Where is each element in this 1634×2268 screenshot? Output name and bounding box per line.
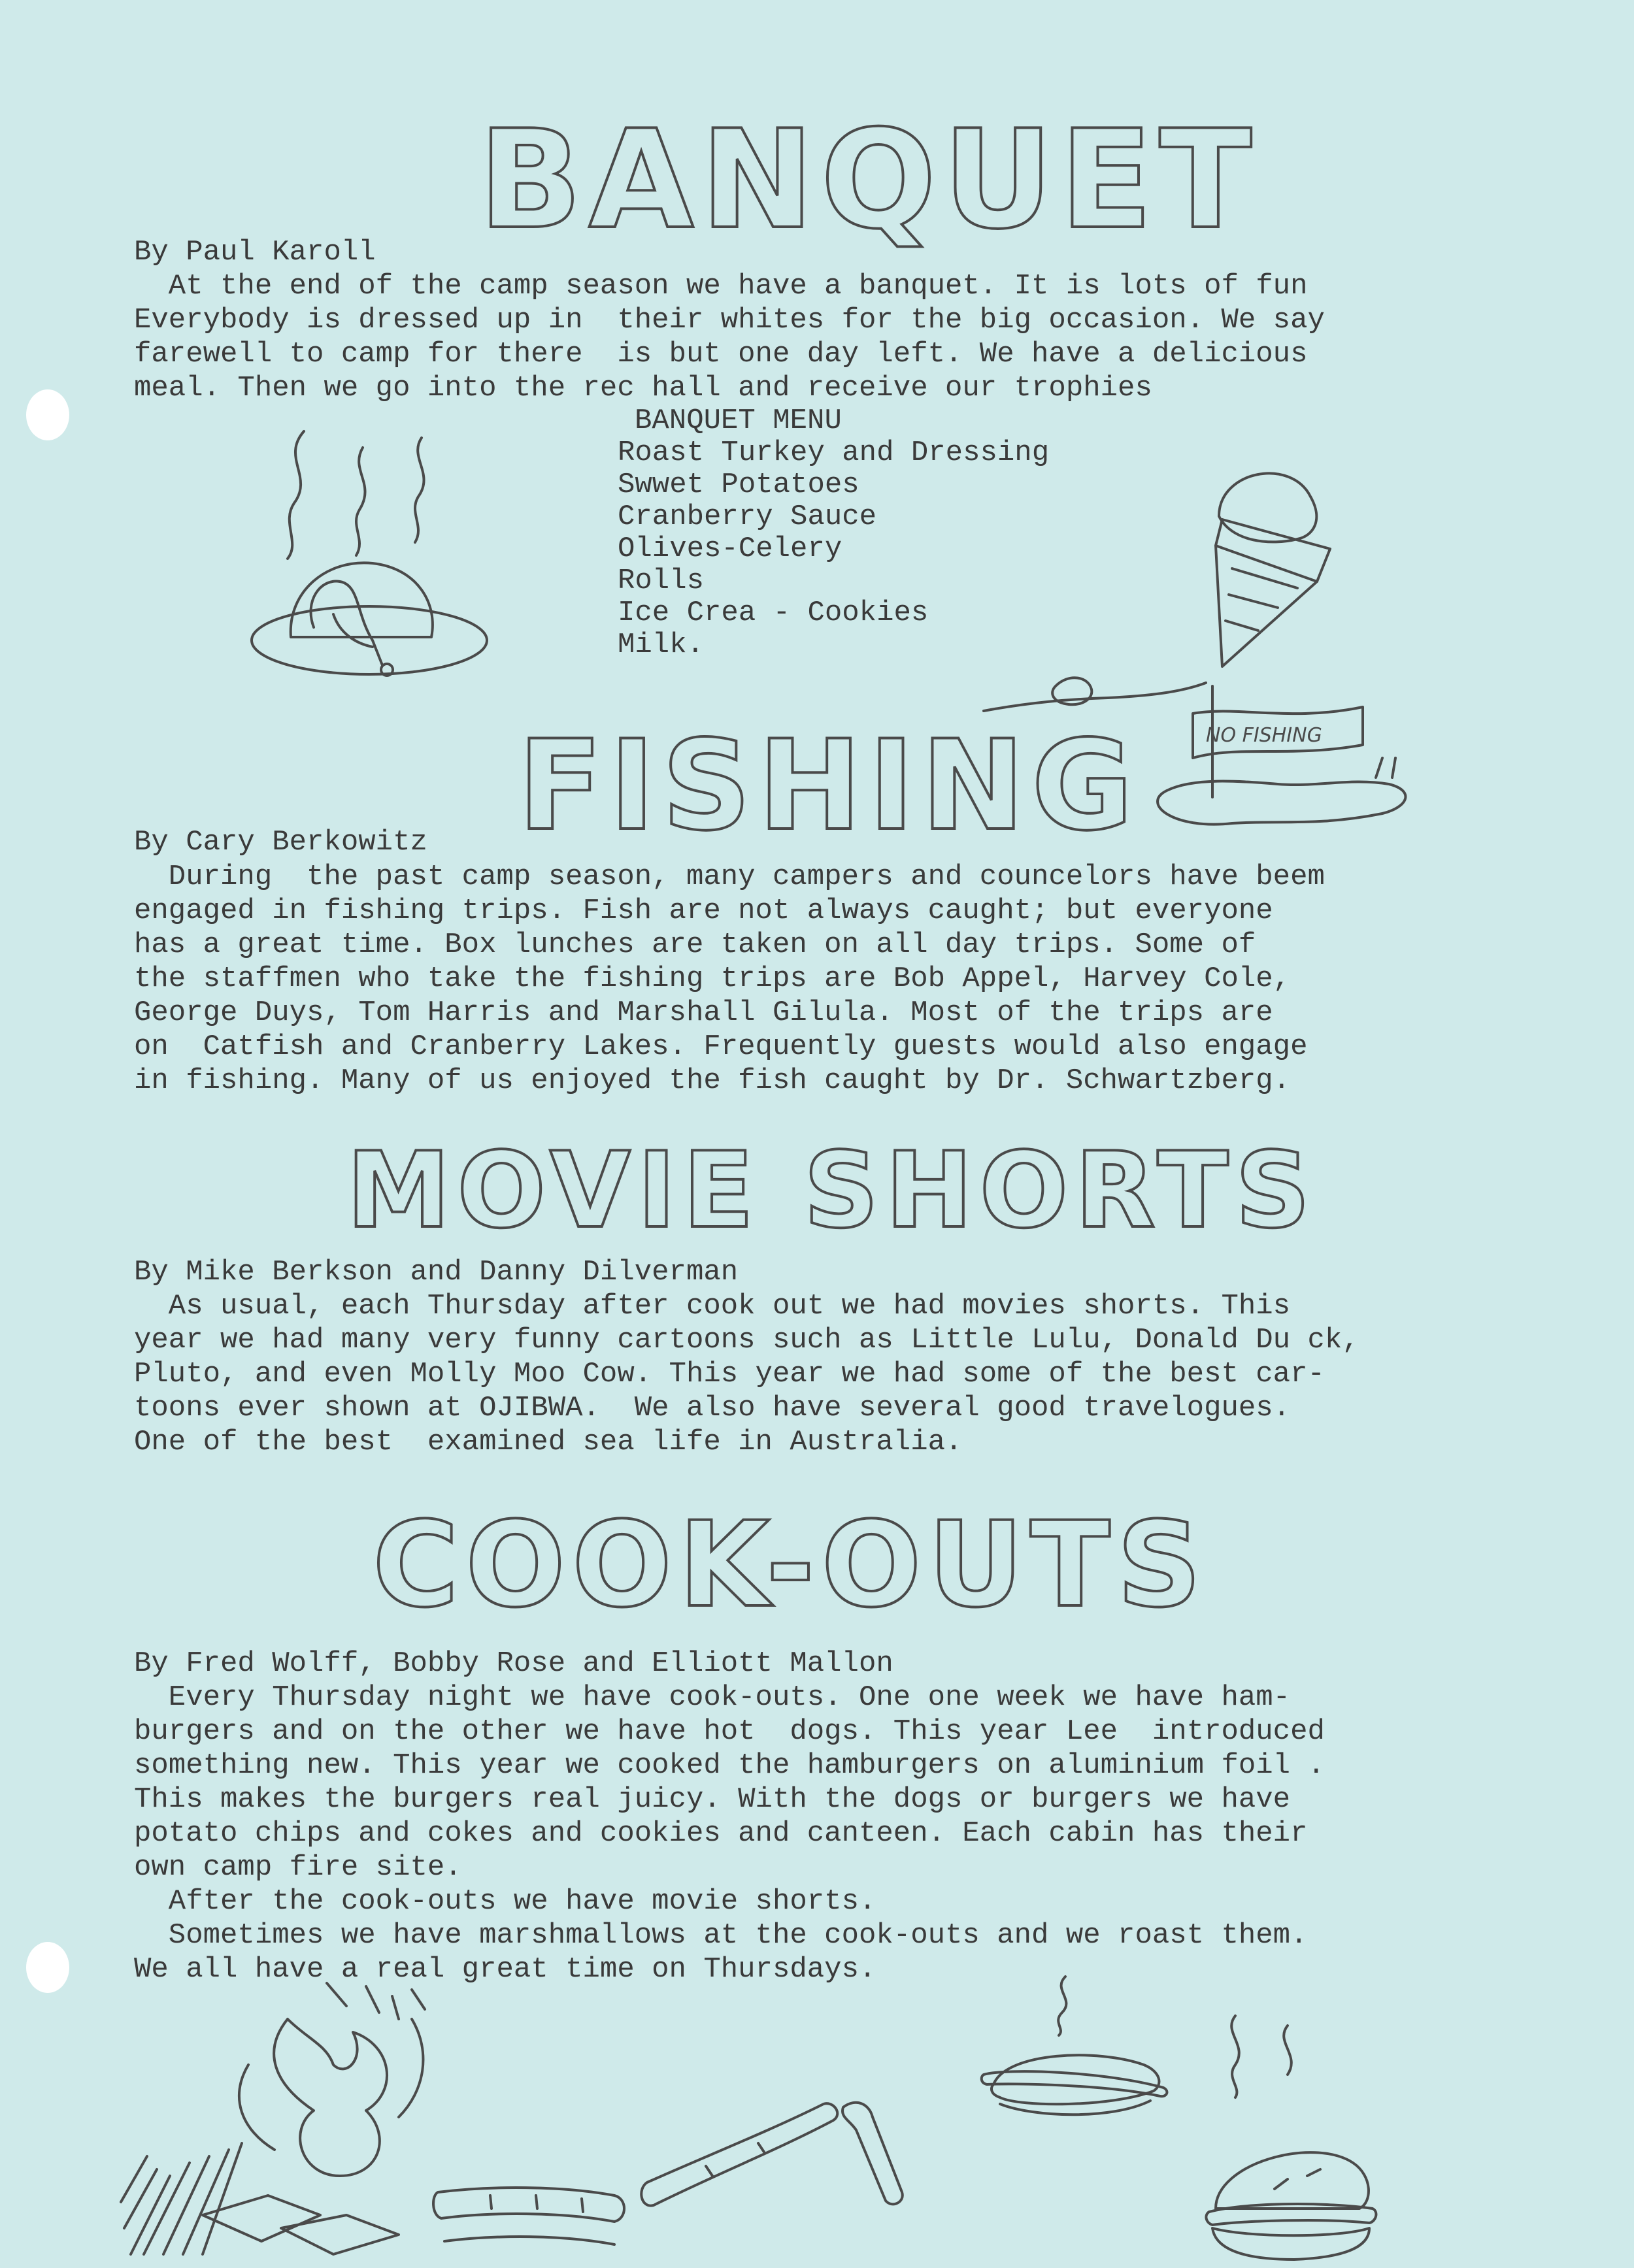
text-line: meal. Then we go into the rec hall and receive our trophies <box>134 372 1152 404</box>
banquet-title: BANQUET <box>478 101 1259 259</box>
punch-hole-top <box>26 389 69 440</box>
text-line: has a great time. Box lunches are taken on all day trips. Some of <box>134 929 1256 961</box>
cook-outs-article <box>134 1681 1325 1986</box>
hot-dog-roast-icon <box>431 2078 1039 2267</box>
text-line: burgers and on the other we have hot dogs. This year Lee introduced <box>134 1715 1325 1748</box>
no-fishing-sign-text: NO FISHING <box>1206 724 1322 747</box>
roast-turkey-icon <box>242 418 503 686</box>
text-line: This makes the burgers real juicy. With the dogs or burgers we have <box>134 1783 1291 1816</box>
banquet-byline: By Paul Karoll <box>134 236 376 269</box>
fishing-title: FISHING <box>518 714 1140 858</box>
hot-dog-icon <box>980 1973 1176 2124</box>
text-line: Pluto, and even Molly Moo Cow. This year we had some of the best car- <box>134 1358 1325 1390</box>
cook-outs-title: COOK-OUTS <box>373 1497 1209 1634</box>
text-line: in fishing. Many of us enjoyed the fish caught by Dr. Schwartzberg. <box>134 1064 1291 1097</box>
text-line: own camp fire site. <box>134 1851 462 1884</box>
text-line: potato chips and cokes and cookies and canteen. Each cabin has their <box>134 1817 1308 1850</box>
text-line: George Duys, Tom Harris and Marshall Gilula. Most of the trips are <box>134 996 1273 1029</box>
ice-cream-cone-icon <box>1206 457 1337 680</box>
punch-hole-bottom <box>26 1942 69 1993</box>
menu-item: Swwet Potatoes <box>618 468 859 501</box>
banquet-menu <box>618 405 1049 661</box>
text-line: engaged in fishing trips. Fish are not always caught; but everyone <box>134 895 1273 927</box>
menu-item: Olives-Celery <box>618 533 842 565</box>
fishing-article <box>134 860 1325 1098</box>
hamburger-icon <box>1196 2013 1392 2267</box>
banquet-article <box>134 269 1325 405</box>
text-line: At the end of the camp season we have a banquet. It is lots of fun <box>134 270 1308 303</box>
text-line: toons ever shown at OJIBWA. We also have several good travelogues. <box>134 1392 1291 1424</box>
movie-shorts-title: MOVIE SHORTS <box>346 1129 1317 1251</box>
menu-item: Milk. <box>618 629 705 661</box>
menu-item: Ice Crea - Cookies <box>618 597 929 629</box>
text-line: Every Thursday night we have cook-outs. One one week we have ham- <box>134 1681 1291 1714</box>
text-line: the staffmen who take the fishing trips are Bob Appel, Harvey Cole, <box>134 962 1291 995</box>
text-line: After the cook-outs we have movie shorts. <box>134 1885 876 1918</box>
menu-heading: BANQUET MENU <box>635 404 842 437</box>
text-line: farewell to camp for there is but one day left. We have a delicious <box>134 338 1308 370</box>
menu-item: Roast Turkey and Dressing <box>618 436 1050 469</box>
text-line: One of the best examined sea life in Australia. <box>134 1426 963 1458</box>
text-line: As usual, each Thursday after cook out we had movies shorts. This <box>134 1290 1291 1323</box>
movie-shorts-article <box>134 1289 1359 1459</box>
campfire-icon <box>118 1980 484 2261</box>
text-line: Everybody is dressed up in their whites for the big occasion. We say <box>134 304 1325 337</box>
menu-item: Cranberry Sauce <box>618 501 877 533</box>
text-line: year we had many very funny cartoons such as Little Lulu, Donald Du ck, <box>134 1324 1359 1356</box>
fishing-byline: By Cary Berkowitz <box>134 826 427 859</box>
text-line: Sometimes we have marshmallows at the cook-outs and we roast them. <box>134 1919 1308 1952</box>
movie-shorts-byline: By Mike Berkson and Danny Dilverman <box>134 1256 739 1289</box>
text-line: on Catfish and Cranberry Lakes. Frequently guests would also engage <box>134 1030 1308 1063</box>
text-line: During the past camp season, many campers and councelors have beem <box>134 861 1325 893</box>
text-line: We all have a real great time on Thursdays. <box>134 1953 876 1986</box>
cook-outs-byline: By Fred Wolff, Bobby Rose and Elliott Mallon <box>134 1647 893 1680</box>
menu-item: Rolls <box>618 565 705 597</box>
text-line: something new. This year we cooked the hamburgers on aluminium foil . <box>134 1749 1325 1782</box>
